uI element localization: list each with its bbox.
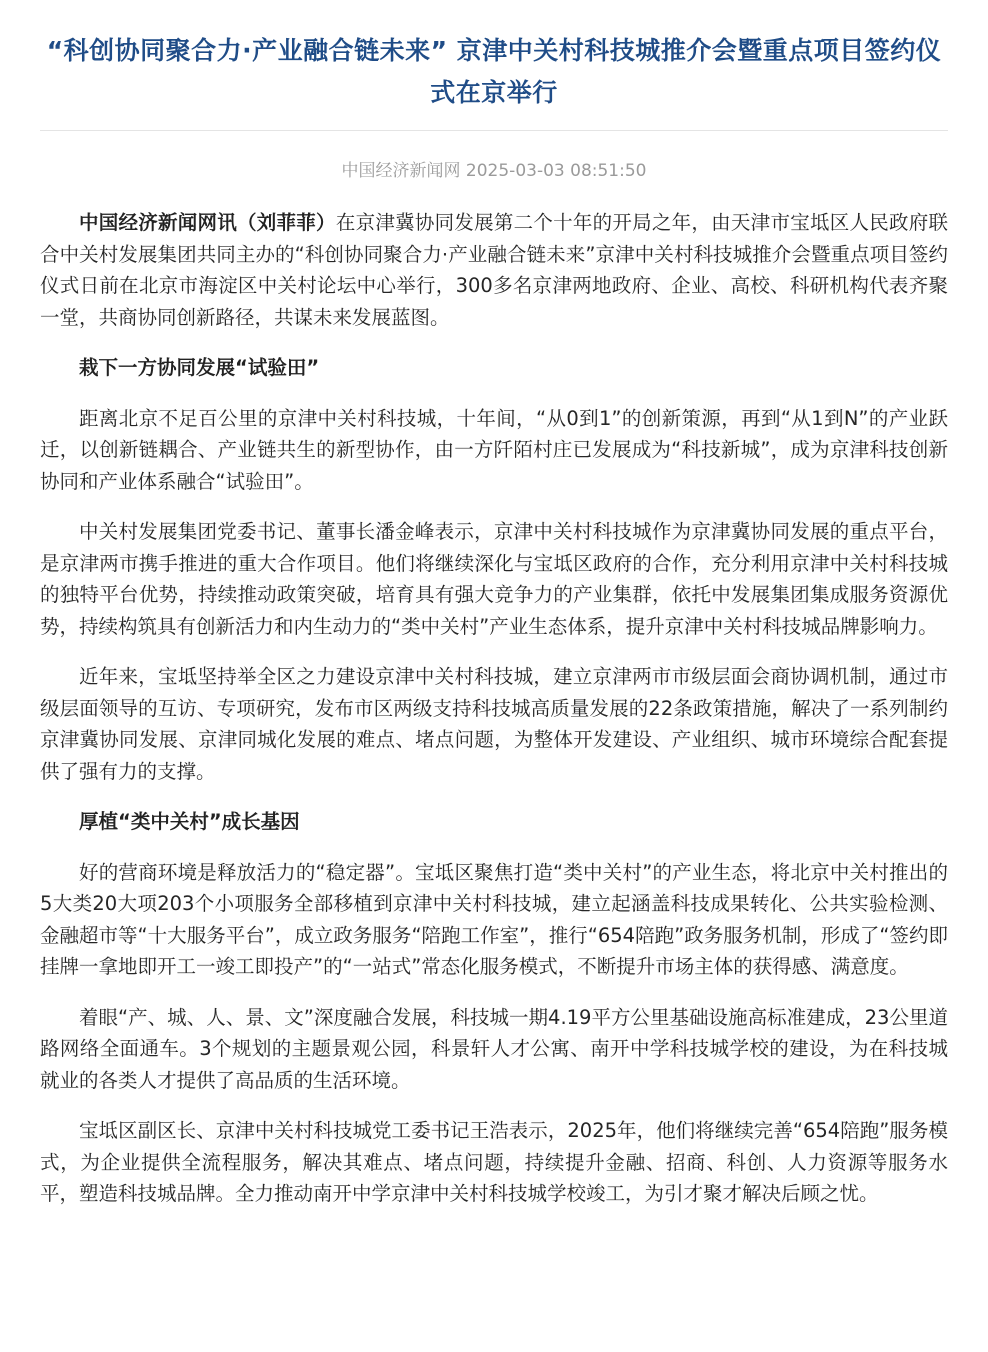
- intro-paragraph: [40, 207, 948, 333]
- paragraph-5: 着眼“产、城、人、景、文”深度融合发展，科技城一期4.19平方公里基础设施高标准建成，23公里道路网络全面通车。3个规划的主题景观公园，科景轩人才公寓、南开中学科技城学校的建设，为在科技城就业的各类人才提供了高品质的生活环境。: [40, 1005, 948, 1092]
- article-title: “科创协同聚合力·产业融合链未来” 京津中关村科技城推介会暨重点项目签约仪式在京举行: [46, 36, 942, 107]
- intro-text: 在京津冀协同发展第二个十年的开局之年，由天津市宝坻区人民政府联合中关村发展集团共同主办的“科创协同聚合力·产业融合链未来”京津中关村科技城推介会暨重点项目签约仪式日前在北京市海淀区中关村论坛中心举行，300多名京津两地政府、企业、高校、科研机构代表齐聚一堂，共商协同创新路径，共谋未来发展蓝图。: [40, 211, 948, 329]
- paragraph-3: 近年来，宝坻坚持举全区之力建设京津中关村科技城，建立京津两市市级层面会商协调机制，通过市级层面领导的互访、专项研究，发布市区两级支持科技城高质量发展的22条政策措施，解决了一系列制约京津冀协同发展、京津同城化发展的难点、堵点问题，为整体开发建设、产业组织、城市环境综合配套提供了强有力的支撑。: [40, 665, 948, 783]
- article-body: [40, 207, 948, 1210]
- intro-lead: 中国经济新闻网讯（刘菲菲）: [79, 211, 336, 234]
- section-heading-2: 厚植“类中关村”成长基因: [79, 810, 300, 833]
- paragraph-2: 中关村发展集团党委书记、董事长潘金峰表示，京津中关村科技城作为京津冀协同发展的重点平台，是京津两市携手推进的重大合作项目。他们将继续深化与宝坻区政府的合作，充分利用京津中关村科技城的独特平台优势，持续推动政策突破，培育具有强大竞争力的产业集群，依托中发展集团集成服务资源优势，持续构筑具有创新活力和内生动力的“类中关村”产业生态体系，提升京津中关村科技城品牌影响力。: [40, 520, 948, 638]
- article-meta: [40, 159, 948, 183]
- article-source: 中国经济新闻网: [341, 161, 461, 181]
- paragraph-6: 宝坻区副区长、京津中关村科技城党工委书记王浩表示，2025年，他们将继续完善“654陪跑”服务模式，为企业提供全流程服务，解决其难点、堵点问题，持续提升金融、招商、科创、人力资源等服务水平，塑造科技城品牌。全力推动南开中学京津中关村科技城学校竣工，为引才聚才解决后顾之忧。: [40, 1119, 948, 1205]
- title-divider: [40, 130, 948, 131]
- paragraph-4: 好的营商环境是释放活力的“稳定器”。宝坻区聚焦打造“类中关村”的产业生态，将北京中关村推出的5大类20大项203个小项服务全部移植到京津中关村科技城，建立起涵盖科技成果转化、公共实验检测、金融超市等“十大服务平台”，成立政务服务“陪跑工作室”，推行“654陪跑”政务服务机制，形成了“签约即挂牌一拿地即开工一竣工即投产”的“一站式”常态化服务模式，不断提升市场主体的获得感、满意度。: [40, 860, 948, 978]
- article-datetime: 2025-03-03 08:51:50: [465, 161, 647, 181]
- section-heading-1: 栽下一方协同发展“试验田”: [79, 356, 320, 379]
- paragraph-1: 距离北京不足百公里的京津中关村科技城，十年间，“从0到1”的创新策源，再到“从1到N”的产业跃迁，以创新链耦合、产业链共生的新型协作，由一方阡陌村庄已发展成为“科技新城”，成为京津科技创新协同和产业体系融合“试验田”。: [40, 406, 948, 493]
